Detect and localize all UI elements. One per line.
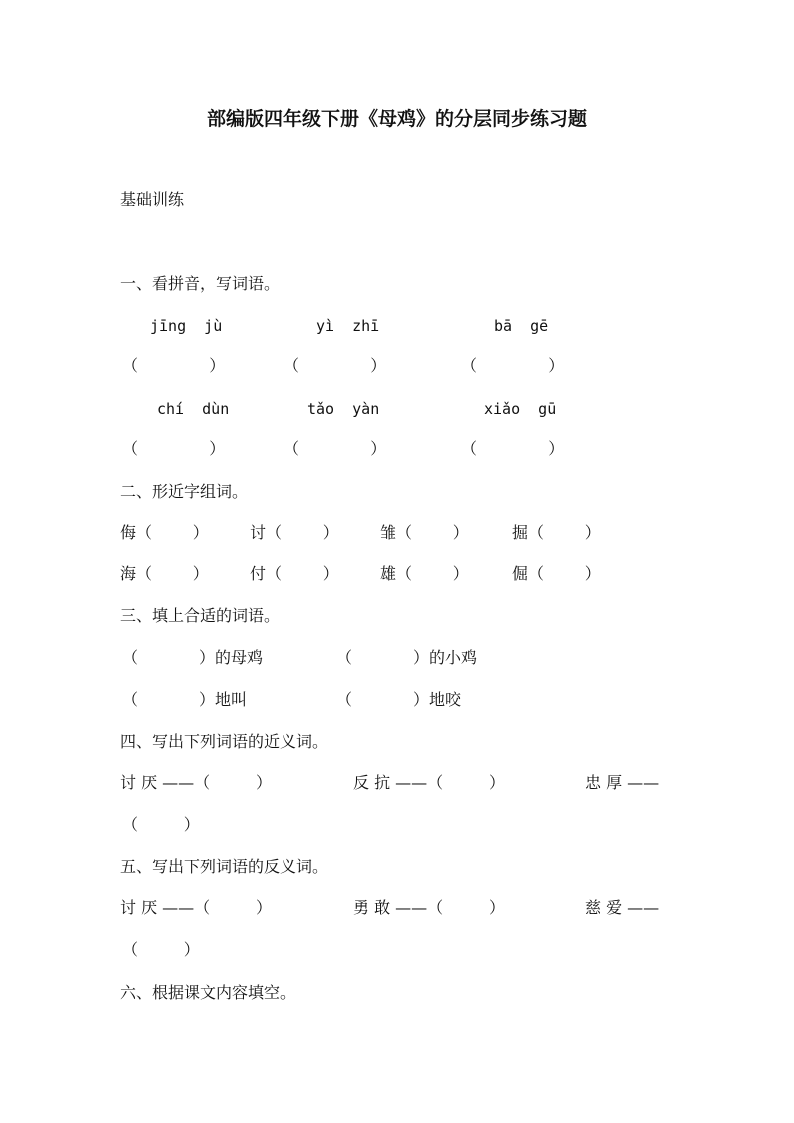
q4-heading: 四、写出下列词语的近义词。 bbox=[120, 732, 329, 751]
q2-item[interactable]: 讨（ ） bbox=[250, 523, 339, 542]
q3-item[interactable]: （ ）的小鸡 bbox=[336, 648, 478, 667]
q1-pinyin-6: xiǎo gū bbox=[484, 400, 557, 418]
q2-item[interactable]: 掘（ ） bbox=[512, 523, 601, 542]
section-label: 基础训练 bbox=[120, 190, 185, 209]
q4-wrap-blank[interactable]: （ ） bbox=[122, 815, 200, 834]
q6-heading: 六、根据课文内容填空。 bbox=[120, 983, 297, 1002]
page-title: 部编版四年级下册《母鸡》的分层同步练习题 bbox=[206, 108, 587, 130]
q1-blank-1[interactable]: （ ） bbox=[122, 356, 226, 375]
q1-pinyin-5: tǎo yàn bbox=[307, 400, 380, 418]
q1-blank-2[interactable]: （ ） bbox=[283, 356, 387, 375]
q2-item[interactable]: 倔（ ） bbox=[512, 564, 601, 583]
q1-blank-3[interactable]: （ ） bbox=[461, 356, 565, 375]
q1-pinyin-4: chí dùn bbox=[157, 400, 230, 418]
q3-item[interactable]: （ ）地咬 bbox=[336, 690, 462, 709]
q2-heading: 二、形近字组词。 bbox=[120, 482, 249, 501]
q1-pinyin-1: jīng jù bbox=[150, 317, 223, 335]
q4-item[interactable]: 讨 厌 ——（ ） bbox=[120, 773, 272, 792]
q2-item[interactable]: 付（ ） bbox=[250, 564, 339, 583]
q2-item[interactable]: 雄（ ） bbox=[380, 564, 469, 583]
q4-item: 忠 厚 —— bbox=[585, 773, 660, 792]
q2-item[interactable]: 雏（ ） bbox=[380, 523, 469, 542]
q3-item[interactable]: （ ）的母鸡 bbox=[122, 648, 264, 667]
q1-pinyin-3: bā gē bbox=[494, 317, 549, 335]
q1-blank-6[interactable]: （ ） bbox=[461, 439, 565, 458]
q5-heading: 五、写出下列词语的反义词。 bbox=[120, 857, 329, 876]
q2-item[interactable]: 海（ ） bbox=[120, 564, 209, 583]
q1-pinyin-2: yì zhī bbox=[316, 317, 380, 335]
q2-item[interactable]: 侮（ ） bbox=[120, 523, 209, 542]
q3-item[interactable]: （ ）地叫 bbox=[122, 690, 248, 709]
q3-heading: 三、填上合适的词语。 bbox=[120, 606, 281, 625]
q5-wrap-blank[interactable]: （ ） bbox=[122, 940, 200, 959]
q1-heading: 一、看拼音，写词语。 bbox=[120, 274, 281, 293]
q5-item: 慈 爱 —— bbox=[585, 898, 660, 917]
q5-item[interactable]: 讨 厌 ——（ ） bbox=[120, 898, 272, 917]
q1-blank-4[interactable]: （ ） bbox=[122, 439, 226, 458]
q4-item[interactable]: 反 抗 ——（ ） bbox=[353, 773, 505, 792]
q5-item[interactable]: 勇 敢 ——（ ） bbox=[353, 898, 505, 917]
q1-blank-5[interactable]: （ ） bbox=[283, 439, 387, 458]
